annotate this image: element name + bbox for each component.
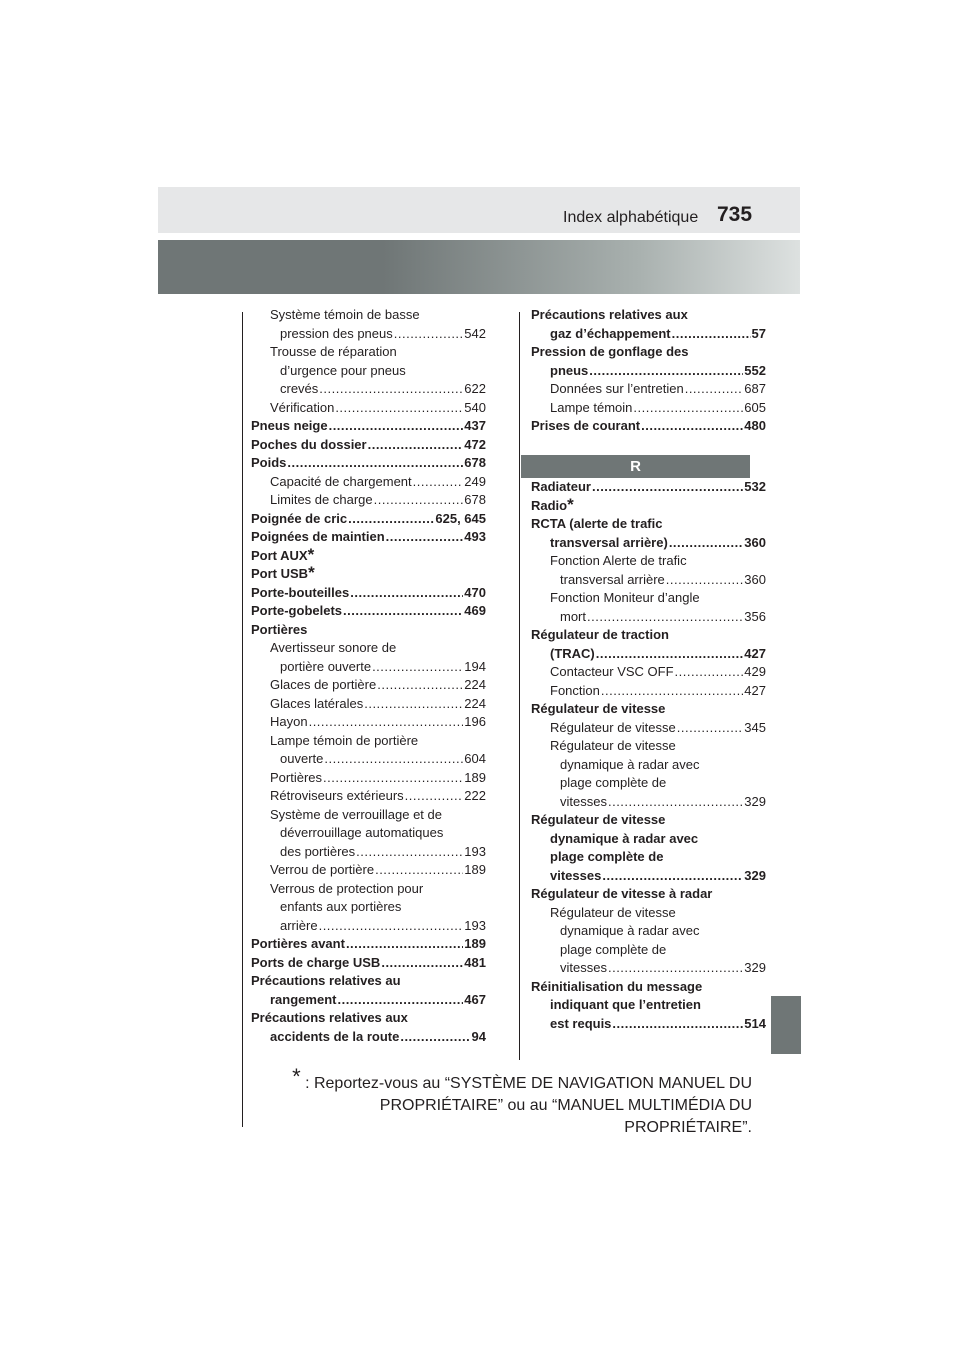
- index-entry-label: Poches du dossier: [251, 436, 367, 452]
- index-entry-label: RCTA (alerte de trafic: [531, 516, 663, 531]
- index-entry-page: 196: [464, 714, 486, 729]
- dot-leader: [601, 682, 743, 701]
- index-entry: [531, 978, 766, 997]
- index-entry: [531, 571, 766, 590]
- dot-leader: [364, 695, 463, 714]
- index-entry: Port AUX *: [251, 546, 315, 564]
- index-entry-label: Données sur l’entretien: [550, 381, 684, 396]
- index-entry-label: pneus: [550, 362, 589, 378]
- index-entry: [531, 608, 766, 627]
- index-entry-page: 94: [471, 1028, 486, 1044]
- index-entry: [251, 1028, 486, 1047]
- dot-leader: [377, 676, 463, 695]
- dot-leader: [319, 380, 463, 399]
- dot-leader: [608, 959, 743, 978]
- index-entry-label: accidents de la route: [270, 1028, 400, 1044]
- index-entry: [251, 917, 486, 936]
- index-column-right: [531, 306, 766, 1031]
- index-entry: [531, 343, 766, 362]
- index-entry: [251, 584, 486, 603]
- index-entry-page: 57: [751, 325, 766, 341]
- page-number: 735: [717, 203, 753, 226]
- index-entry: [251, 325, 486, 344]
- index-entry-page: 224: [464, 677, 486, 692]
- section-letter-bar: R: [521, 455, 750, 478]
- gradient-banner: [158, 240, 800, 294]
- index-entry: [531, 380, 766, 399]
- index-entry: [251, 769, 486, 788]
- dot-leader: [685, 380, 744, 399]
- index-entry: [251, 695, 486, 714]
- index-entry-page: 329: [744, 867, 766, 883]
- index-entry-label: Précautions relatives au: [251, 973, 401, 988]
- footnote-star: *: [292, 1064, 301, 1089]
- index-entry-page: 625, 645: [435, 510, 486, 526]
- index-entry-label: portière ouverte: [280, 658, 372, 674]
- index-entry-page: 687: [744, 381, 766, 396]
- index-entry: [531, 922, 766, 941]
- dot-leader: [400, 1028, 470, 1047]
- index-entry-page: 329: [744, 793, 766, 809]
- index-entry-page: 678: [464, 455, 486, 470]
- index-entry: [251, 454, 486, 473]
- dot-leader: [356, 843, 463, 862]
- index-entry-label: Fonction Alerte de trafic: [550, 553, 687, 568]
- index-entry-label: Précautions relatives aux: [531, 307, 688, 322]
- index-entry-label: Régulateur de vitesse: [550, 904, 676, 920]
- index-entry: [251, 399, 486, 418]
- index-entry-label: Radiateur: [531, 479, 591, 494]
- footnote-line-2: PROPRIÉTAIRE” ou au “MANUEL MULTIMÉDIA DU PROPRIÉTAIRE”.: [379, 1097, 752, 1136]
- index-entry: [251, 658, 486, 677]
- index-entry: Radio *: [531, 496, 574, 514]
- index-entry: [251, 417, 486, 436]
- index-entry-label: d’urgence pour pneus: [280, 362, 406, 378]
- index-entry-label: vitesses: [550, 867, 602, 883]
- index-entry-label: dynamique à radar avec: [560, 756, 700, 772]
- index-entry-page: 429: [744, 664, 766, 679]
- column-divider: [519, 312, 520, 1060]
- index-entry-label: Capacité de chargement: [270, 473, 412, 489]
- index-entry-page: 678: [464, 492, 486, 507]
- index-entry-label: Système témoin de basse: [270, 307, 420, 322]
- index-entry-page: 493: [464, 529, 486, 544]
- index-entry-label: Poignées de maintien: [251, 529, 385, 544]
- index-entry-label: Verrou de portière: [270, 862, 375, 877]
- index-entry: [531, 306, 766, 325]
- index-column-left: [251, 306, 486, 1046]
- dot-leader: [413, 473, 464, 492]
- index-entry-label: indiquant que l’entretien: [550, 997, 701, 1012]
- index-entry: [531, 362, 766, 381]
- dot-leader: [343, 602, 463, 621]
- index-entry-label: Rétroviseurs extérieurs: [270, 788, 404, 803]
- dot-leader: [592, 478, 743, 497]
- index-entry: [251, 306, 486, 325]
- dot-leader: [394, 325, 464, 344]
- index-entry: Port USB *: [251, 565, 315, 582]
- index-entry: [531, 1015, 766, 1034]
- index-entry: [531, 515, 766, 534]
- index-entry-label: plage complète de: [560, 775, 667, 790]
- index-entry-label: Vérification: [270, 399, 335, 415]
- index-entry-page: 249: [464, 473, 486, 489]
- index-entry: [531, 663, 766, 682]
- index-entry-label: Portières: [270, 769, 323, 785]
- index-entry-label: Porte-gobelets: [251, 603, 343, 618]
- footnote-text-1: : Reportez-vous au “SYSTÈME DE NAVIGATION MANUEL DU: [305, 1075, 752, 1092]
- index-entry-label: ouverte: [280, 751, 324, 766]
- index-entry-label: Précautions relatives aux: [251, 1010, 408, 1025]
- index-entry-label: Poignée de cric: [251, 510, 348, 526]
- index-entry: [531, 904, 766, 923]
- header-bar: [158, 187, 800, 233]
- index-entry-page: 532: [744, 479, 766, 494]
- index-entry-page: 470: [464, 584, 486, 600]
- index-entry-page: 622: [464, 381, 486, 396]
- index-entry-page: 469: [464, 603, 486, 618]
- index-entry: [531, 774, 766, 793]
- index-entry-label: Ports de charge USB: [251, 954, 381, 970]
- index-entry: [251, 806, 486, 825]
- index-entry-label: Régulateur de vitesse: [531, 812, 666, 827]
- dot-leader: [405, 787, 464, 806]
- index-entry: [531, 589, 766, 608]
- index-entry-page: 552: [744, 362, 766, 378]
- dot-leader: [372, 658, 463, 677]
- dot-leader: [374, 491, 464, 510]
- index-entry: [251, 861, 486, 880]
- index-entry-page: 360: [744, 571, 766, 587]
- dot-leader: [386, 528, 464, 547]
- index-entry-label: rangement: [270, 991, 337, 1007]
- index-entry-label: Lampe témoin de portière: [270, 732, 419, 748]
- index-entry: [251, 510, 486, 529]
- index-entry-label: crevés: [280, 381, 319, 396]
- index-entry-label: Radio: [531, 497, 568, 513]
- index-entry-page: 480: [744, 418, 766, 433]
- index-entry: [531, 478, 766, 497]
- index-entry: [531, 552, 766, 571]
- index-entry-label: Limites de charge: [270, 492, 373, 507]
- dot-leader: [381, 954, 463, 973]
- index-entry-label: Porte-bouteilles: [251, 584, 350, 600]
- index-entry-page: 193: [464, 843, 486, 859]
- index-entry: [531, 941, 766, 960]
- index-entry-page: 345: [744, 719, 766, 735]
- dot-leader: [677, 719, 744, 738]
- dot-leader: [641, 417, 743, 436]
- index-entry-page: 224: [464, 695, 486, 711]
- index-entry: [251, 473, 486, 492]
- index-entry-page: 467: [464, 991, 486, 1007]
- index-entry-label: enfants aux portières: [280, 899, 402, 914]
- index-entry-label: des portières: [280, 843, 356, 859]
- index-entry-page: 189: [464, 936, 486, 951]
- index-entry: [531, 417, 766, 436]
- index-entry: [531, 959, 766, 978]
- index-entry: [531, 534, 766, 553]
- index-entry: [531, 737, 766, 756]
- dot-leader: [348, 510, 434, 529]
- index-entry: [531, 885, 766, 904]
- index-entry: [251, 880, 486, 899]
- index-entry: [251, 380, 486, 399]
- index-entry: [531, 867, 766, 886]
- margin-rule: [242, 312, 243, 1127]
- index-entry-label: Fonction: [550, 682, 600, 698]
- dot-leader: [337, 991, 463, 1010]
- index-entry-label: arrière: [280, 917, 318, 933]
- dot-leader: [323, 769, 463, 788]
- index-entry: [251, 954, 486, 973]
- index-entry: [251, 713, 486, 732]
- index-entry-label: Régulateur de vitesse: [531, 701, 666, 716]
- dot-leader: [368, 436, 464, 455]
- index-entry: [531, 756, 766, 775]
- index-entry-page: 427: [744, 682, 766, 698]
- index-entry: [251, 787, 486, 806]
- dot-leader: [324, 750, 463, 769]
- index-entry: [531, 682, 766, 701]
- index-entry-label: Pression de gonflage des: [531, 344, 689, 359]
- index-entry: [531, 325, 766, 344]
- index-entry-page: 193: [464, 917, 486, 933]
- index-entry-label: Poids: [251, 455, 287, 470]
- footnote-line-1: [258, 1064, 752, 1095]
- index-entry-label: dynamique à radar avec: [560, 923, 700, 938]
- index-entry-page: 514: [744, 1015, 766, 1031]
- index-entry-page: 356: [744, 608, 766, 624]
- dot-leader: [633, 399, 743, 418]
- index-entry: [251, 843, 486, 862]
- dot-leader: [675, 663, 744, 682]
- index-group-p-continued: [531, 306, 766, 436]
- index-entry-label: Prises de courant: [531, 418, 641, 433]
- index-entry-label: plage complète de: [550, 849, 664, 864]
- index-entry-page: 194: [464, 658, 486, 674]
- index-entry-label: Pneus neige: [251, 418, 328, 433]
- dot-leader: [375, 861, 463, 880]
- index-entry-label: Régulateur de traction: [531, 627, 669, 642]
- index-entry-label: Port AUX: [251, 547, 308, 563]
- index-entry-label: Port USB: [251, 566, 309, 581]
- dot-leader: [669, 534, 743, 553]
- dot-leader: [346, 935, 463, 954]
- index-entry-label: Régulateur de vitesse: [550, 719, 676, 735]
- index-entry: [251, 621, 486, 640]
- index-entry-label: vitesses: [560, 960, 607, 975]
- index-entry: [251, 602, 486, 621]
- index-entry-label: Glaces latérales: [270, 695, 364, 711]
- dot-leader: [602, 867, 743, 886]
- index-entry: [531, 830, 766, 849]
- index-entry-label: pression des pneus: [280, 325, 393, 341]
- index-entry-label: transversal arrière: [560, 571, 665, 587]
- index-entry: [251, 343, 486, 362]
- dot-leader: [319, 917, 464, 936]
- dot-leader: [612, 1015, 743, 1034]
- index-entry-label: Avertisseur sonore de: [270, 640, 397, 655]
- index-entry-page: 481: [464, 954, 486, 970]
- index-entry-label: déverrouillage automatiques: [280, 825, 444, 840]
- index-entry: [251, 676, 486, 695]
- index-entry: [531, 645, 766, 664]
- index-entry: [251, 1009, 486, 1028]
- index-entry-page: 329: [744, 960, 766, 975]
- index-entry-label: Portières: [251, 621, 308, 637]
- dot-leader: [666, 571, 744, 590]
- index-entry-label: Réinitialisation du message: [531, 978, 703, 994]
- index-entry-page: 222: [464, 788, 486, 803]
- index-entry-label: mort: [560, 608, 586, 624]
- index-entry: [531, 996, 766, 1015]
- index-entry: [251, 732, 486, 751]
- index-entry-label: Glaces de portière: [270, 677, 377, 692]
- index-entry-label: (TRAC): [550, 645, 595, 661]
- footnote: [258, 1064, 752, 1139]
- index-entry: [251, 750, 486, 769]
- index-entry: [531, 793, 766, 812]
- index-entry-page: 540: [464, 399, 486, 415]
- index-entry: [251, 972, 486, 991]
- index-entry-label: Hayon: [270, 714, 308, 729]
- index-entry-page: 605: [744, 399, 766, 415]
- index-entry-label: est requis: [550, 1015, 612, 1031]
- dot-leader: [350, 584, 463, 603]
- index-entry: [251, 362, 486, 381]
- index-entry: [531, 626, 766, 645]
- index-entry-page: 360: [744, 534, 766, 550]
- index-entry-label: Verrous de protection pour: [270, 880, 424, 896]
- index-entry-label: gaz d’échappement: [550, 325, 671, 341]
- dot-leader: [587, 608, 743, 627]
- index-entry-label: Portières avant: [251, 936, 345, 951]
- index-entry: [251, 935, 486, 954]
- dot-leader: [329, 417, 464, 436]
- index-entry: [531, 719, 766, 738]
- index-entry-label: Contacteur VSC OFF: [550, 664, 674, 679]
- dot-leader: [596, 645, 744, 664]
- index-entry: [251, 898, 486, 917]
- index-entry-page: 437: [464, 418, 486, 433]
- index-entry: [531, 811, 766, 830]
- index-entry-label: Trousse de réparation: [270, 344, 397, 359]
- index-entry-label: Régulateur de vitesse à radar: [531, 886, 713, 901]
- index-entry: [251, 436, 486, 455]
- index-group-r: [531, 478, 766, 1033]
- index-entry-label: Régulateur de vitesse: [550, 738, 676, 753]
- index-entry-label: vitesses: [560, 793, 607, 809]
- header-title: Index alphabétique: [563, 209, 699, 226]
- index-entry-page: 427: [744, 645, 766, 661]
- index-entry: [251, 824, 486, 843]
- index-entry: [531, 848, 766, 867]
- index-entry: [251, 991, 486, 1010]
- index-entry-page: 472: [464, 436, 486, 452]
- index-entry-label: plage complète de: [560, 941, 667, 957]
- index-entry: [531, 700, 766, 719]
- side-thumb-tab: [771, 996, 801, 1054]
- index-entry-label: Lampe témoin: [550, 399, 633, 415]
- index-entry: [251, 639, 486, 658]
- index-entry-label: transversal arrière): [550, 534, 668, 550]
- index-entry: [251, 491, 486, 510]
- dot-leader: [672, 325, 751, 344]
- index-entry: [531, 399, 766, 418]
- index-entry-page: 542: [464, 325, 486, 341]
- index-entry-page: 604: [464, 751, 486, 766]
- dot-leader: [608, 793, 743, 812]
- index-entry-page: 189: [464, 862, 486, 877]
- dot-leader: [287, 454, 463, 473]
- index-entry-page: 189: [464, 769, 486, 785]
- dot-leader: [309, 713, 464, 732]
- index-entry: [251, 528, 486, 547]
- dot-leader: [589, 362, 743, 381]
- index-entry-label: dynamique à radar avec: [550, 830, 699, 846]
- dot-leader: [335, 399, 463, 418]
- index-entry-label: Système de verrouillage et de: [270, 806, 442, 822]
- index-entry-label: Fonction Moniteur d’angle: [550, 590, 700, 605]
